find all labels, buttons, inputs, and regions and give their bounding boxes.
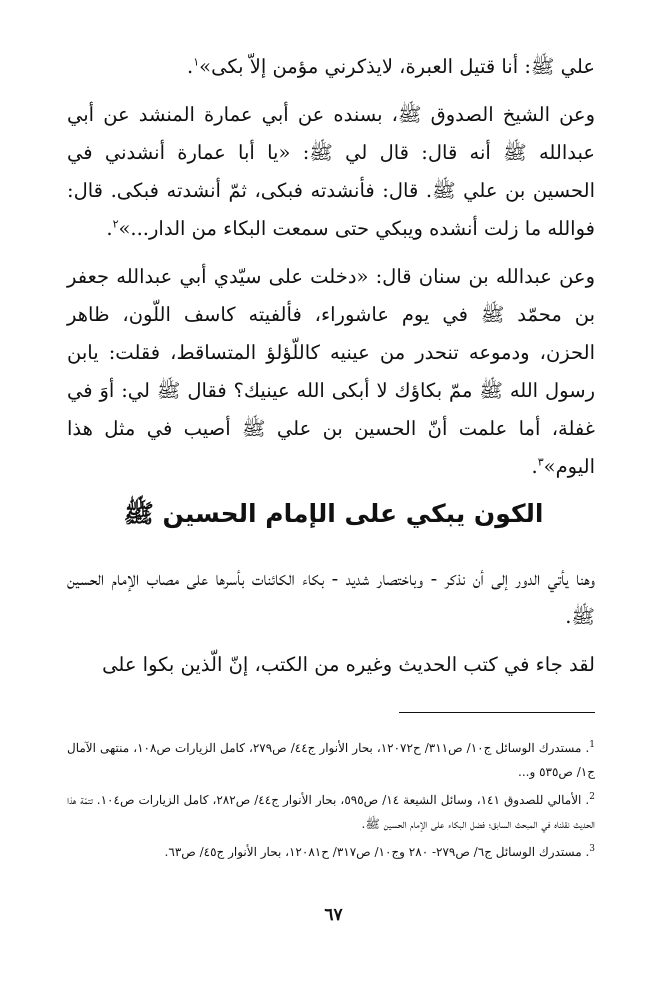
footnote-1: $^1$. مستدرك الوسائل ج١٠/ ص٣١١/ ح١٢٠٧٢، بحار الأنوار ج٤٤/ ص٢٧٩، كامل الزيارات ص١٠٨، منتهى الآمال ج١/ ص٥٣٥ و...	[67, 740, 596, 779]
footnote-ref-1: ١	[193, 55, 200, 69]
footnote-ref-2: ٢	[112, 217, 119, 231]
footnote-2: $^2$. الأمالي للصدوق ١٤١، وسائل الشيعة ١٤/ ص٥٩٥، بحار الأنوار ج٤٤/ ص٢٨٢، كامل الزيارات ص١٠٤. تتمّة هذا الحديث نقلناه في المبحث السابق؛ فضل البكاء على الإمام الحسين ﷺ.	[67, 792, 595, 831]
body-text-bottom	[67, 560, 595, 694]
footnote-3: $^3$. مستدرك الوسائل ج٦/ ص٢٧٩- ٢٨٠ وج١٠/ ص٣١٧/ ح١٢٠٨١، بحار الأنوار ج٤٥/ ص٦٣.	[164, 844, 595, 859]
paragraph-3: وعن عبدالله بن سنان قال: «دخلت على سيّدي أبي عبدالله جعفر بن محمّد ﷺ في يوم عاشوراء، فألفيته كاسف اللّون، ظاهر الحزن، ودموعه تنحدر من عينيه كاللّؤلؤ المتساقط، فقلت: يابن رسول الله ﷺ ممّ بكاؤك لا أبكى الله عينيك؟ فقال ﷺ لي: أوَ في غفلة، أما علمت أنّ الحسين بن علي ﷺ أصيب في مثل هذا اليوم»$^٣$.	[67, 265, 595, 478]
paragraph-2: وعن الشيخ الصدوق ﷺ، بسنده عن أبي عمارة المنشد عن أبي عبدالله ﷺ أنه قال: قال لي ﷺ: «يا أبا عمارة أنشدني في الحسين بن علي ﷺ. قال: فأنشدته فبكى، ثمّ أنشدته فبكى. قال: فوالله ما زلت أنشده ويبكي حتى سمعت البكاء من الدار...»$^٢$.	[67, 103, 595, 240]
paragraph-1: علي ﷺ: أنا قتيل العبرة، لايذكرني مؤمن إلاّ بكى»$^١$.	[187, 55, 595, 78]
paragraph-5: لقد جاء في كتب الحديث وغيره من الكتب، إنّ الّذين بكوا على	[102, 653, 595, 676]
paragraph-4: وهنا يأتي الدور إلى أن نذكر - وباختصار شديد - بكاء الكائنات بأسرها على مصاب الإمام الحسين ﷺ.	[67, 567, 595, 628]
page-number: ٦٧	[324, 905, 343, 925]
section-heading: الكون يبكي على الإمام الحسين ﷺ	[123, 499, 544, 528]
footnote-divider	[399, 712, 595, 713]
footnotes	[67, 736, 595, 868]
footnote-ref-3: ٣	[537, 455, 544, 469]
body-text-top	[67, 48, 595, 496]
